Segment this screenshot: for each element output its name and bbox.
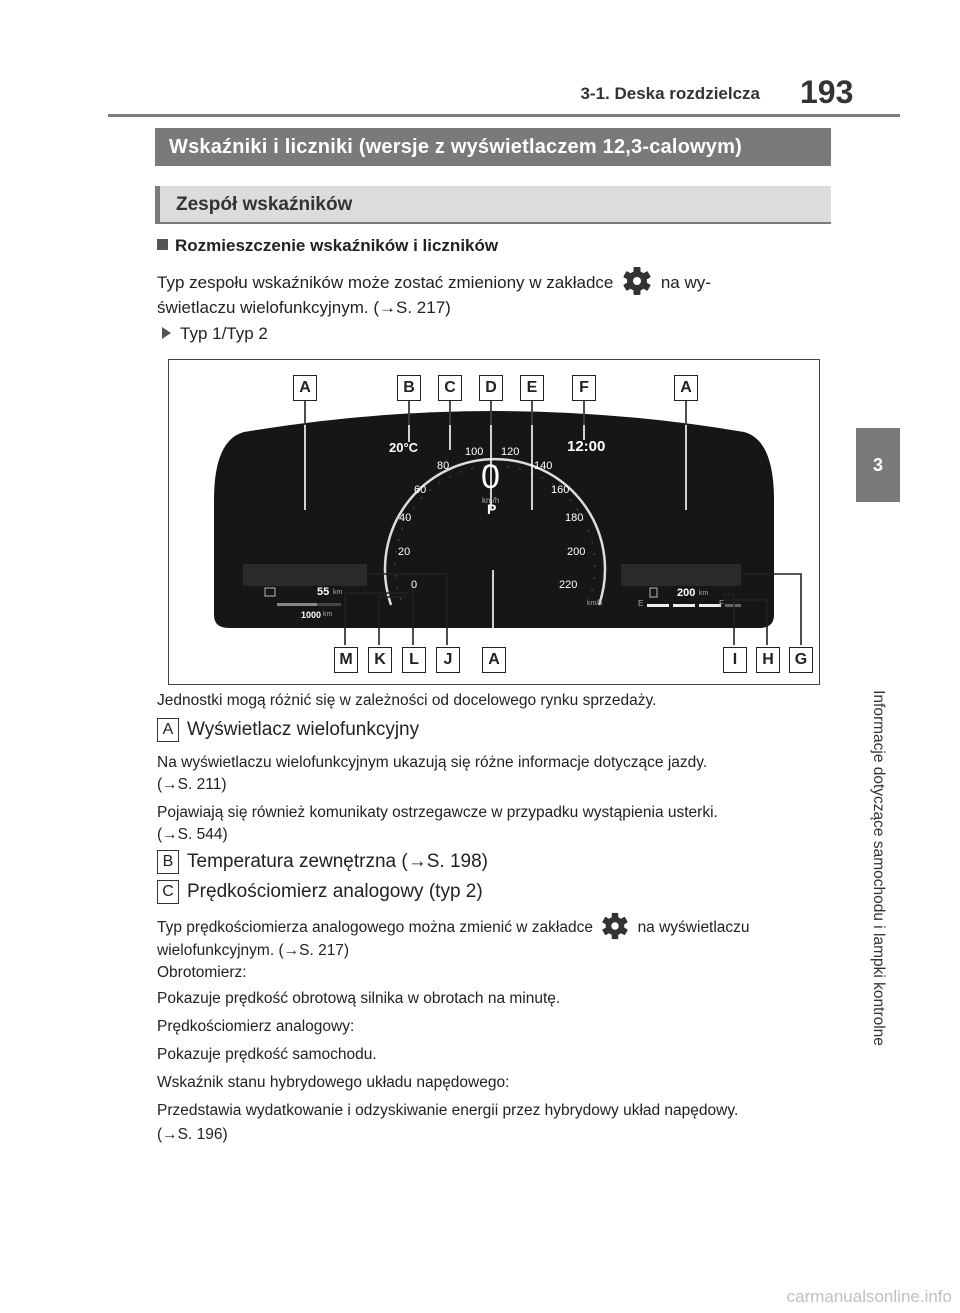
tick-label-40: 40	[399, 512, 412, 524]
range-left-unit: km	[333, 589, 343, 596]
callout-top-d: D	[479, 375, 503, 401]
layout-heading-text: Rozmieszczenie wskaźników i liczników	[175, 236, 499, 255]
callout-bottom-g: G	[789, 647, 813, 673]
section-c-line-1: Obrotomierz:	[157, 964, 247, 981]
tick-label-180: 180	[565, 512, 584, 524]
gear-icon	[601, 912, 629, 940]
intro-text-1: Typ zespołu wskaźników może zostać zmieniony w zakładce	[157, 273, 614, 292]
section-c-line-3: Prędkościomierz analogowy:	[157, 1018, 355, 1035]
range-left-value: 55	[317, 586, 330, 598]
intro-text-2: na wy-	[660, 273, 711, 292]
intro-text-3: świetlaczu wielofunkcyjnym. (→S. 217)	[157, 298, 451, 317]
callout-bottom-a: A	[482, 647, 506, 673]
section-c-line-6: Przedstawia wydatkowanie i odzyskiwanie energii przez hybrydowy układ napędowy.	[157, 1102, 739, 1119]
callout-bottom-i: I	[723, 647, 747, 673]
letter-box-a: A	[157, 718, 179, 742]
callout-bottom-l: L	[402, 647, 426, 673]
type-bullet	[157, 322, 268, 346]
section-a-title: Wyświetlacz wielofunkcyjny	[187, 719, 420, 740]
layout-heading	[157, 234, 498, 258]
section-c-line-2: Pokazuje prędkość obrotową silnika w obrotach na minutę.	[157, 990, 561, 1007]
scale-unit: km/h	[587, 600, 603, 607]
callout-top-e: E	[520, 375, 544, 401]
letter-box-c: C	[157, 880, 179, 904]
tick-label-0: 0	[411, 579, 418, 591]
callout-bottom-h: H	[756, 647, 780, 673]
triangle-bullet-icon	[162, 327, 171, 339]
section-c-paragraph-1	[157, 912, 847, 962]
section-b-title: Temperatura zewnętrzna (→S. 198)	[187, 851, 488, 872]
odometer-value: 1000	[301, 610, 322, 620]
section-a-p2-line1: Pojawiają się również komunikaty ostrzegawcze w przypadku wystąpienia usterki.	[157, 804, 718, 821]
chapter-label: Informacje dotyczące samochodu i lampki kontrolne	[870, 690, 887, 1046]
clock-readout: 12:00	[567, 438, 606, 455]
section-c-line-5: Wskaźnik stanu hybrydowego układu napędowego:	[157, 1074, 510, 1091]
odometer-unit: km	[323, 611, 333, 618]
range-right-unit: km	[699, 590, 709, 597]
tick-label-200: 200	[567, 546, 586, 558]
gear-indicator: P	[487, 501, 497, 517]
left-info-bar	[243, 564, 367, 586]
fuel-full-label: F	[719, 599, 724, 608]
cluster-figure	[168, 359, 820, 685]
right-info-bar	[621, 564, 741, 586]
section-a-paragraph-2	[157, 802, 847, 846]
tick-label-100: 100	[465, 446, 484, 458]
section-c-line-4: Pokazuje prędkość samochodu.	[157, 1046, 377, 1063]
square-bullet-icon	[157, 239, 168, 250]
section-c-heading	[157, 880, 483, 904]
tick-label-160: 160	[551, 484, 570, 496]
section-b-heading	[157, 850, 488, 874]
intro-paragraph	[157, 266, 837, 320]
callout-top-a-right: A	[674, 375, 698, 401]
left-range-bar	[277, 603, 317, 606]
section-a-paragraph-1	[157, 752, 847, 796]
gear-icon	[622, 266, 652, 296]
tick-label-120: 120	[501, 446, 520, 458]
section-c-title: Prędkościomierz analogowy (typ 2)	[187, 881, 483, 902]
section-c-p1-line2: wielofunkcyjnym. (→S. 217)	[157, 942, 350, 959]
page-title: Wskaźniki i liczniki (wersje z wyświetlaczem 12,3-calowym)	[155, 128, 831, 166]
section-subtitle: Zespół wskaźników	[155, 186, 831, 224]
header-divider	[108, 114, 900, 117]
callout-bottom-m: M	[334, 647, 358, 673]
section-a-heading	[157, 718, 419, 742]
section-a-p1-line1: Na wyświetlaczu wielofunkcyjnym ukazują się różne informacje dotyczące jazdy.	[157, 754, 708, 771]
chapter-tab: 3	[856, 428, 900, 502]
type-bullet-text: Typ 1/Typ 2	[180, 324, 268, 343]
tick-label-220: 220	[559, 579, 578, 591]
speed-unit: km/h	[482, 496, 500, 505]
speed-readout: 0	[481, 458, 500, 496]
fuel-gauge-bar	[647, 604, 669, 607]
section-a-p2-line2: (→S. 544)	[157, 826, 228, 843]
range-right-value: 200	[677, 587, 696, 599]
page-number: 193	[800, 74, 854, 110]
watermark: carmanualsonline.info	[786, 1287, 952, 1306]
section-c-p1-after: na wyświetlaczu	[637, 919, 750, 936]
callout-top-b: B	[397, 375, 421, 401]
section-c-line-7: (→S. 196)	[157, 1126, 228, 1143]
fuel-empty-label: E	[638, 599, 644, 608]
tick-label-80: 80	[437, 460, 450, 472]
tick-label-140: 140	[534, 460, 553, 472]
callout-bottom-j: J	[436, 647, 460, 673]
callout-top-a-left: A	[293, 375, 317, 401]
cluster-diagram	[169, 360, 818, 683]
tick-label-20: 20	[398, 546, 411, 558]
callout-bottom-k: K	[368, 647, 392, 673]
callout-top-f: F	[572, 375, 596, 401]
section-c-p1-text: Typ prędkościomierza analogowego można zmienić w zakładce	[157, 919, 593, 936]
section-title: 3-1. Deska rozdzielcza	[580, 84, 760, 103]
section-a-p1-line2: (→S. 211)	[157, 776, 227, 793]
temperature-readout: 20°C	[389, 440, 419, 455]
letter-box-b: B	[157, 850, 179, 874]
callout-top-c: C	[438, 375, 462, 401]
units-note: Jednostki mogą różnić się w zależności od docelowego rynku sprzedaży.	[157, 692, 657, 709]
tick-label-60: 60	[414, 484, 427, 496]
